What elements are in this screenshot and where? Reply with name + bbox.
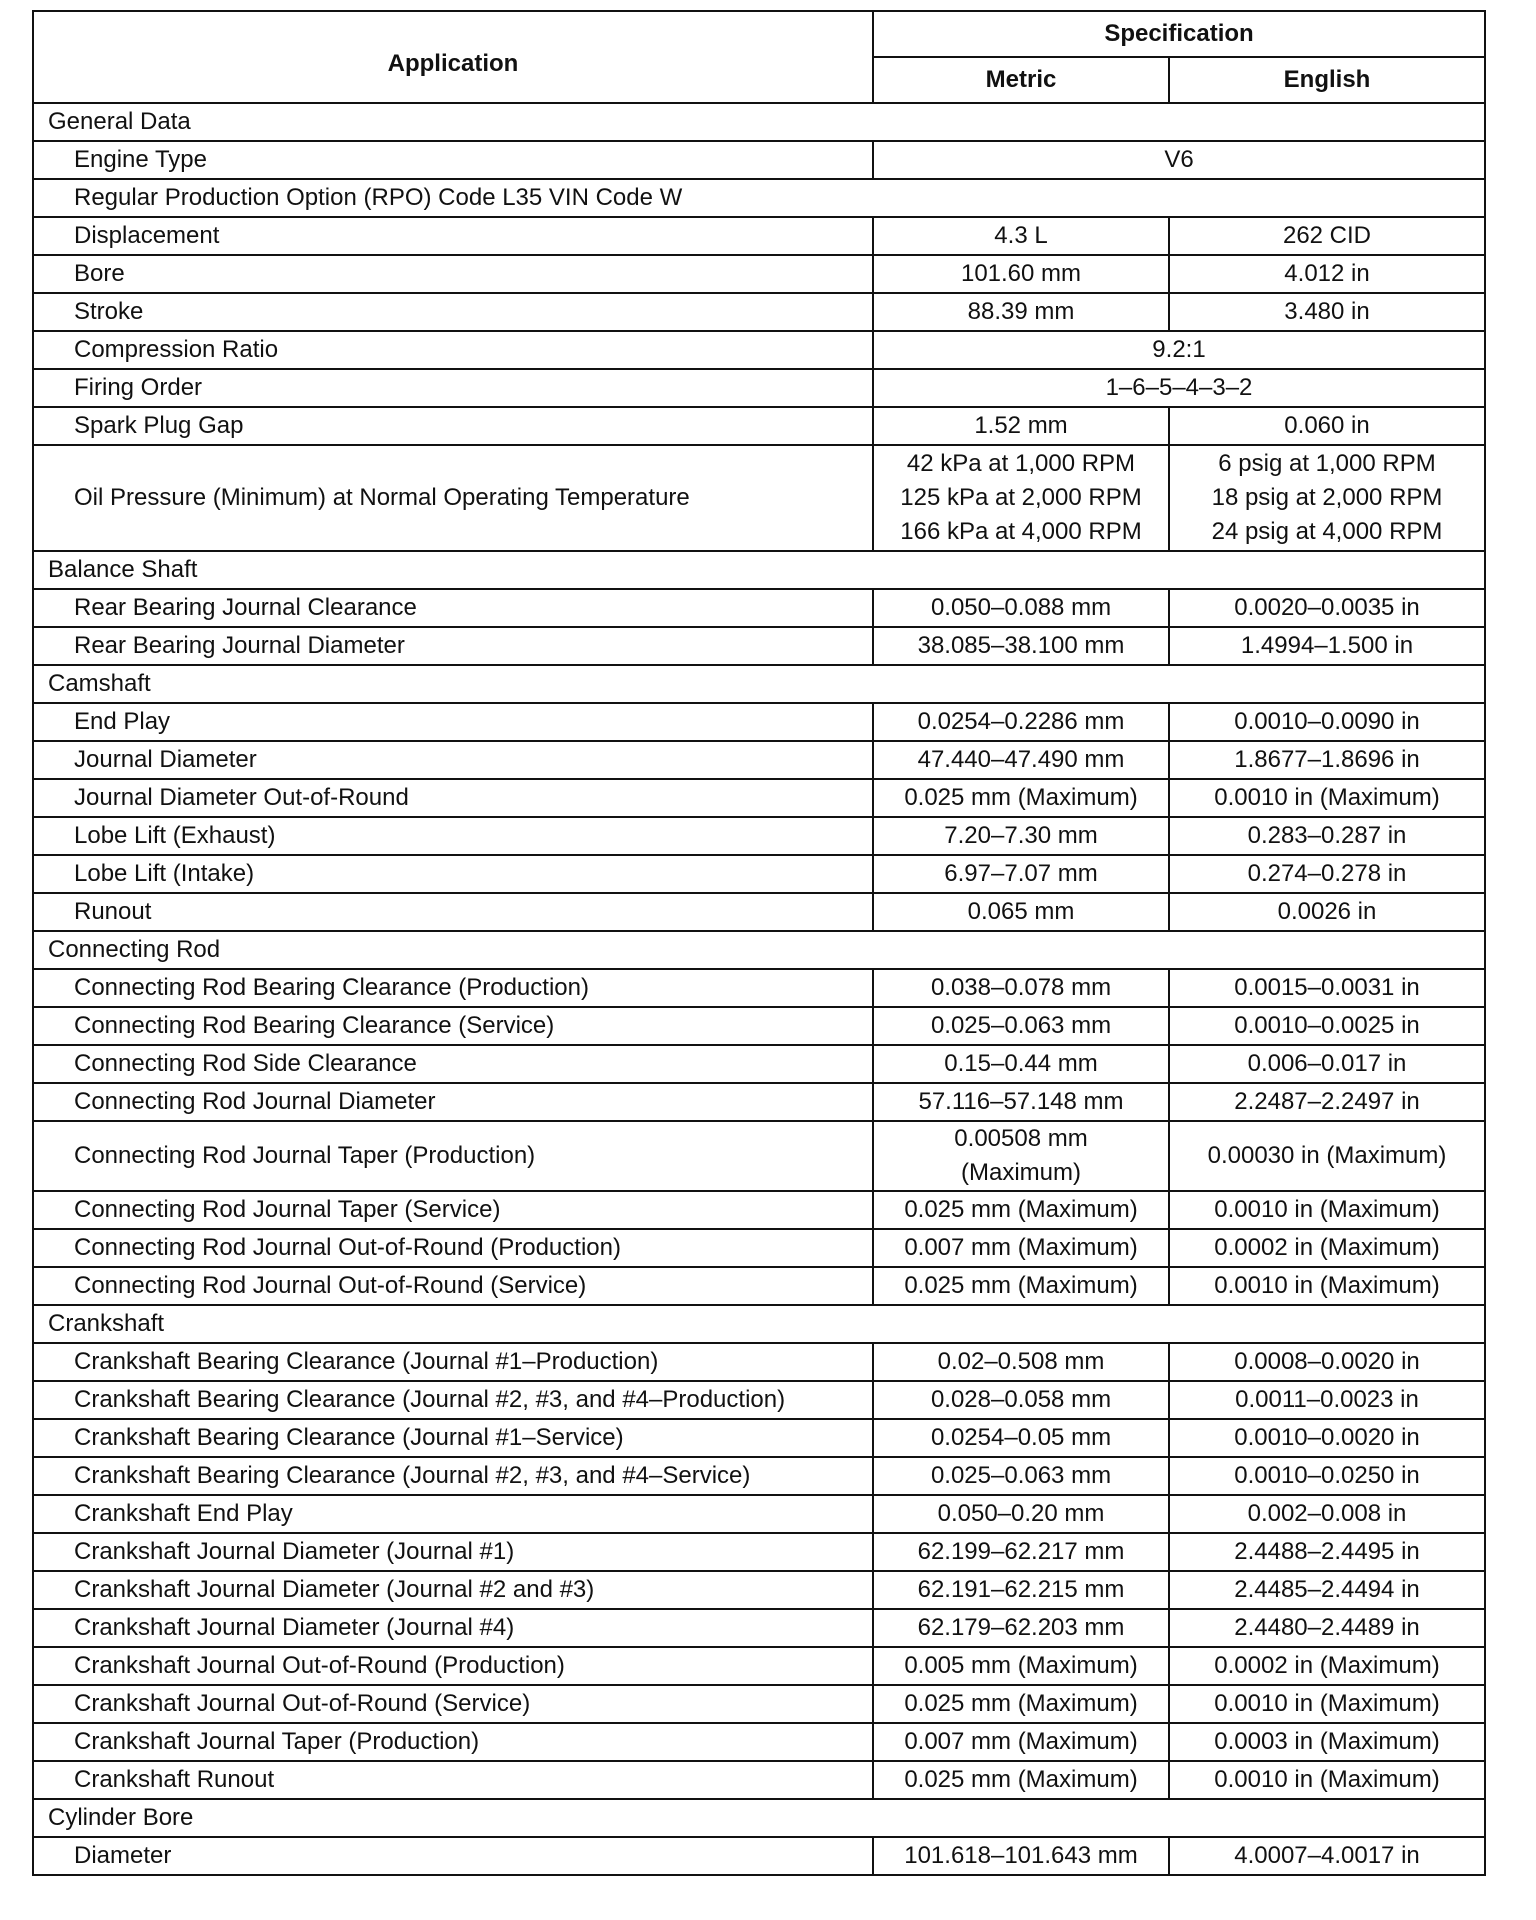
- metric-value-cell: 0.038–0.078 mm: [873, 969, 1169, 1007]
- metric-value-cell: 0.0254–0.05 mm: [873, 1419, 1169, 1457]
- table-row: [33, 1533, 1485, 1571]
- english-value-cell: 0.274–0.278 in: [1169, 855, 1485, 893]
- english-value-cell: 3.480 in: [1169, 293, 1485, 331]
- metric-value-cell: 57.116–57.148 mm: [873, 1083, 1169, 1121]
- metric-value-cell: 0.050–0.088 mm: [873, 589, 1169, 627]
- metric-value-cell: 0.007 mm (Maximum): [873, 1229, 1169, 1267]
- application-cell: Rear Bearing Journal Clearance: [33, 589, 873, 627]
- metric-value-cell: 101.60 mm: [873, 255, 1169, 293]
- english-value-cell: 0.0010 in (Maximum): [1169, 1267, 1485, 1305]
- english-value-cell: 0.0010–0.0090 in: [1169, 703, 1485, 741]
- metric-value-cell: 0.15–0.44 mm: [873, 1045, 1169, 1083]
- metric-value-cell: 62.179–62.203 mm: [873, 1609, 1169, 1647]
- english-value-cell: 0.0010 in (Maximum): [1169, 1191, 1485, 1229]
- table-row: [33, 217, 1485, 255]
- english-value-cell: 0.006–0.017 in: [1169, 1045, 1485, 1083]
- table-body: [33, 103, 1485, 1875]
- specification-column-header: Specification: [873, 11, 1485, 57]
- english-value-cell: 0.0020–0.0035 in: [1169, 589, 1485, 627]
- metric-value-cell: 0.025–0.063 mm: [873, 1457, 1169, 1495]
- table-row: [33, 369, 1485, 407]
- table-row: [33, 293, 1485, 331]
- metric-value-cell: 0.065 mm: [873, 893, 1169, 931]
- metric-value-cell: 0.007 mm (Maximum): [873, 1723, 1169, 1761]
- application-cell: Crankshaft Runout: [33, 1761, 873, 1799]
- table-row: [33, 1191, 1485, 1229]
- application-cell: Journal Diameter Out-of-Round: [33, 779, 873, 817]
- english-value-line: 24 psig at 4,000 RPM: [1211, 518, 1443, 545]
- combined-spec-cell: 1–6–5–4–3–2: [873, 369, 1485, 407]
- table-row: [33, 1083, 1485, 1121]
- english-value-cell: 0.002–0.008 in: [1169, 1495, 1485, 1533]
- table-row: [33, 407, 1485, 445]
- table-row: [33, 179, 1485, 217]
- table-row: [33, 703, 1485, 741]
- section-title: Cylinder Bore: [33, 1799, 1485, 1837]
- metric-value-cell: 0.025 mm (Maximum): [873, 779, 1169, 817]
- application-cell: End Play: [33, 703, 873, 741]
- application-cell: Runout: [33, 893, 873, 931]
- metric-value-cell: 0.028–0.058 mm: [873, 1381, 1169, 1419]
- application-cell: Crankshaft Bearing Clearance (Journal #2, #3, and #4–Service): [33, 1457, 873, 1495]
- english-value-cell: 1.8677–1.8696 in: [1169, 741, 1485, 779]
- table-row: [33, 779, 1485, 817]
- application-cell: Crankshaft Bearing Clearance (Journal #1–Production): [33, 1343, 873, 1381]
- metric-value-cell: [873, 1121, 1169, 1191]
- english-value-cell: 0.0008–0.0020 in: [1169, 1343, 1485, 1381]
- table-row: [33, 969, 1485, 1007]
- english-value-cell: 2.4485–2.4494 in: [1169, 1571, 1485, 1609]
- table-row: [33, 1229, 1485, 1267]
- table-row: [33, 1045, 1485, 1083]
- metric-value-line: 42 kPa at 1,000 RPM: [906, 450, 1136, 477]
- english-value-cell: 0.0010–0.0025 in: [1169, 1007, 1485, 1045]
- application-cell: Regular Production Option (RPO) Code L35 VIN Code W: [33, 179, 1485, 217]
- application-column-header: Application: [33, 11, 873, 103]
- english-value-cell: 0.0026 in: [1169, 893, 1485, 931]
- table-row: [33, 445, 1485, 551]
- metric-value-cell: 38.085–38.100 mm: [873, 627, 1169, 665]
- table-row: [33, 1837, 1485, 1875]
- english-value-line: 18 psig at 2,000 RPM: [1211, 484, 1443, 511]
- application-cell: Crankshaft Bearing Clearance (Journal #2, #3, and #4–Production): [33, 1381, 873, 1419]
- application-cell: Crankshaft Journal Diameter (Journal #4): [33, 1609, 873, 1647]
- table-row: [33, 1343, 1485, 1381]
- table-row: [33, 1007, 1485, 1045]
- metric-value-cell: 0.025 mm (Maximum): [873, 1761, 1169, 1799]
- metric-value-cell: 0.025 mm (Maximum): [873, 1267, 1169, 1305]
- metric-value-cell: 1.52 mm: [873, 407, 1169, 445]
- application-cell: Lobe Lift (Intake): [33, 855, 873, 893]
- application-cell: Displacement: [33, 217, 873, 255]
- application-cell: Diameter: [33, 1837, 873, 1875]
- table-row: [33, 589, 1485, 627]
- english-value-cell: 0.0011–0.0023 in: [1169, 1381, 1485, 1419]
- table-row: [33, 1685, 1485, 1723]
- engine-specification-table: [32, 10, 1486, 1876]
- metric-value-cell: 6.97–7.07 mm: [873, 855, 1169, 893]
- application-cell: Rear Bearing Journal Diameter: [33, 627, 873, 665]
- application-cell: Crankshaft End Play: [33, 1495, 873, 1533]
- english-value-cell: 4.012 in: [1169, 255, 1485, 293]
- application-cell: Stroke: [33, 293, 873, 331]
- application-cell: Connecting Rod Journal Taper (Service): [33, 1191, 873, 1229]
- application-cell: Crankshaft Journal Out-of-Round (Production): [33, 1647, 873, 1685]
- english-value-cell: 0.0010–0.0250 in: [1169, 1457, 1485, 1495]
- english-value-cell: [1169, 445, 1485, 551]
- metric-value-cell: 101.618–101.643 mm: [873, 1837, 1169, 1875]
- section-title: Connecting Rod: [33, 931, 1485, 969]
- table-row: [33, 1609, 1485, 1647]
- table-row: [33, 1647, 1485, 1685]
- english-value-cell: 1.4994–1.500 in: [1169, 627, 1485, 665]
- section-header-row: [33, 931, 1485, 969]
- section-header-row: [33, 1799, 1485, 1837]
- english-value-line: 6 psig at 1,000 RPM: [1218, 450, 1436, 477]
- application-cell: Connecting Rod Bearing Clearance (Production): [33, 969, 873, 1007]
- metric-value-line: (Maximum): [961, 1159, 1081, 1186]
- application-cell: Connecting Rod Journal Taper (Production): [33, 1121, 873, 1191]
- english-value-cell: 0.060 in: [1169, 407, 1485, 445]
- section-header-row: [33, 551, 1485, 589]
- metric-value-cell: 0.0254–0.2286 mm: [873, 703, 1169, 741]
- table-row: [33, 141, 1485, 179]
- application-cell: Crankshaft Bearing Clearance (Journal #1–Service): [33, 1419, 873, 1457]
- table-row: [33, 255, 1485, 293]
- english-value-cell: 0.0010 in (Maximum): [1169, 779, 1485, 817]
- table-row: [33, 1267, 1485, 1305]
- metric-value-cell: 62.191–62.215 mm: [873, 1571, 1169, 1609]
- combined-spec-cell: 9.2:1: [873, 331, 1485, 369]
- english-value-cell: 2.2487–2.2497 in: [1169, 1083, 1485, 1121]
- english-value-cell: 0.0002 in (Maximum): [1169, 1647, 1485, 1685]
- application-cell: Connecting Rod Journal Out-of-Round (Service): [33, 1267, 873, 1305]
- section-header-row: [33, 1305, 1485, 1343]
- table-row: [33, 893, 1485, 931]
- english-column-header: English: [1169, 57, 1485, 103]
- metric-value-cell: 7.20–7.30 mm: [873, 817, 1169, 855]
- metric-value-cell: 0.025 mm (Maximum): [873, 1191, 1169, 1229]
- metric-value-cell: 0.02–0.508 mm: [873, 1343, 1169, 1381]
- section-title: General Data: [33, 103, 1485, 141]
- combined-spec-cell: V6: [873, 141, 1485, 179]
- table-row: [33, 1723, 1485, 1761]
- table-row: [33, 1121, 1485, 1191]
- table-row: [33, 1419, 1485, 1457]
- application-cell: Lobe Lift (Exhaust): [33, 817, 873, 855]
- application-cell: Crankshaft Journal Out-of-Round (Service): [33, 1685, 873, 1723]
- application-cell: Crankshaft Journal Diameter (Journal #2 and #3): [33, 1571, 873, 1609]
- english-value-cell: 0.0015–0.0031 in: [1169, 969, 1485, 1007]
- application-cell: Connecting Rod Bearing Clearance (Service): [33, 1007, 873, 1045]
- metric-value-line: 166 kPa at 4,000 RPM: [900, 518, 1142, 545]
- section-title: Crankshaft: [33, 1305, 1485, 1343]
- english-value-cell: 0.0002 in (Maximum): [1169, 1229, 1485, 1267]
- english-value-cell: 0.00030 in (Maximum): [1169, 1121, 1485, 1191]
- application-cell: Connecting Rod Journal Out-of-Round (Production): [33, 1229, 873, 1267]
- metric-value-cell: 47.440–47.490 mm: [873, 741, 1169, 779]
- english-value-cell: 0.0010 in (Maximum): [1169, 1685, 1485, 1723]
- english-value-cell: 0.0003 in (Maximum): [1169, 1723, 1485, 1761]
- table-row: [33, 627, 1485, 665]
- application-cell: Crankshaft Journal Taper (Production): [33, 1723, 873, 1761]
- table-row: [33, 1571, 1485, 1609]
- english-value-cell: 0.0010–0.0020 in: [1169, 1419, 1485, 1457]
- application-cell: Connecting Rod Side Clearance: [33, 1045, 873, 1083]
- table-row: [33, 1495, 1485, 1533]
- metric-value-line: 125 kPa at 2,000 RPM: [900, 484, 1142, 511]
- english-value-cell: 262 CID: [1169, 217, 1485, 255]
- metric-value-cell: 4.3 L: [873, 217, 1169, 255]
- application-cell: Crankshaft Journal Diameter (Journal #1): [33, 1533, 873, 1571]
- english-value-cell: 2.4488–2.4495 in: [1169, 1533, 1485, 1571]
- english-value-cell: 0.0010 in (Maximum): [1169, 1761, 1485, 1799]
- english-value-cell: 2.4480–2.4489 in: [1169, 1609, 1485, 1647]
- table-row: [33, 1457, 1485, 1495]
- application-cell: Firing Order: [33, 369, 873, 407]
- metric-value-line: 0.00508 mm: [954, 1125, 1088, 1152]
- application-cell: Compression Ratio: [33, 331, 873, 369]
- table-header: [33, 11, 1485, 103]
- section-header-row: [33, 665, 1485, 703]
- metric-value-cell: 0.005 mm (Maximum): [873, 1647, 1169, 1685]
- english-value-cell: 0.283–0.287 in: [1169, 817, 1485, 855]
- table-row: [33, 855, 1485, 893]
- metric-value-cell: 88.39 mm: [873, 293, 1169, 331]
- metric-value-cell: 0.025–0.063 mm: [873, 1007, 1169, 1045]
- metric-value-cell: 0.025 mm (Maximum): [873, 1685, 1169, 1723]
- application-cell: Journal Diameter: [33, 741, 873, 779]
- application-cell: Bore: [33, 255, 873, 293]
- application-cell: Engine Type: [33, 141, 873, 179]
- metric-value-cell: 62.199–62.217 mm: [873, 1533, 1169, 1571]
- table-row: [33, 741, 1485, 779]
- application-cell: Oil Pressure (Minimum) at Normal Operating Temperature: [33, 445, 873, 551]
- metric-column-header: Metric: [873, 57, 1169, 103]
- metric-value-cell: [873, 445, 1169, 551]
- table-row: [33, 817, 1485, 855]
- table-row: [33, 1381, 1485, 1419]
- section-title: Balance Shaft: [33, 551, 1485, 589]
- table-row: [33, 1761, 1485, 1799]
- section-header-row: [33, 103, 1485, 141]
- application-cell: Spark Plug Gap: [33, 407, 873, 445]
- metric-value-cell: 0.050–0.20 mm: [873, 1495, 1169, 1533]
- application-cell: Connecting Rod Journal Diameter: [33, 1083, 873, 1121]
- section-title: Camshaft: [33, 665, 1485, 703]
- table-row: [33, 331, 1485, 369]
- english-value-cell: 4.0007–4.0017 in: [1169, 1837, 1485, 1875]
